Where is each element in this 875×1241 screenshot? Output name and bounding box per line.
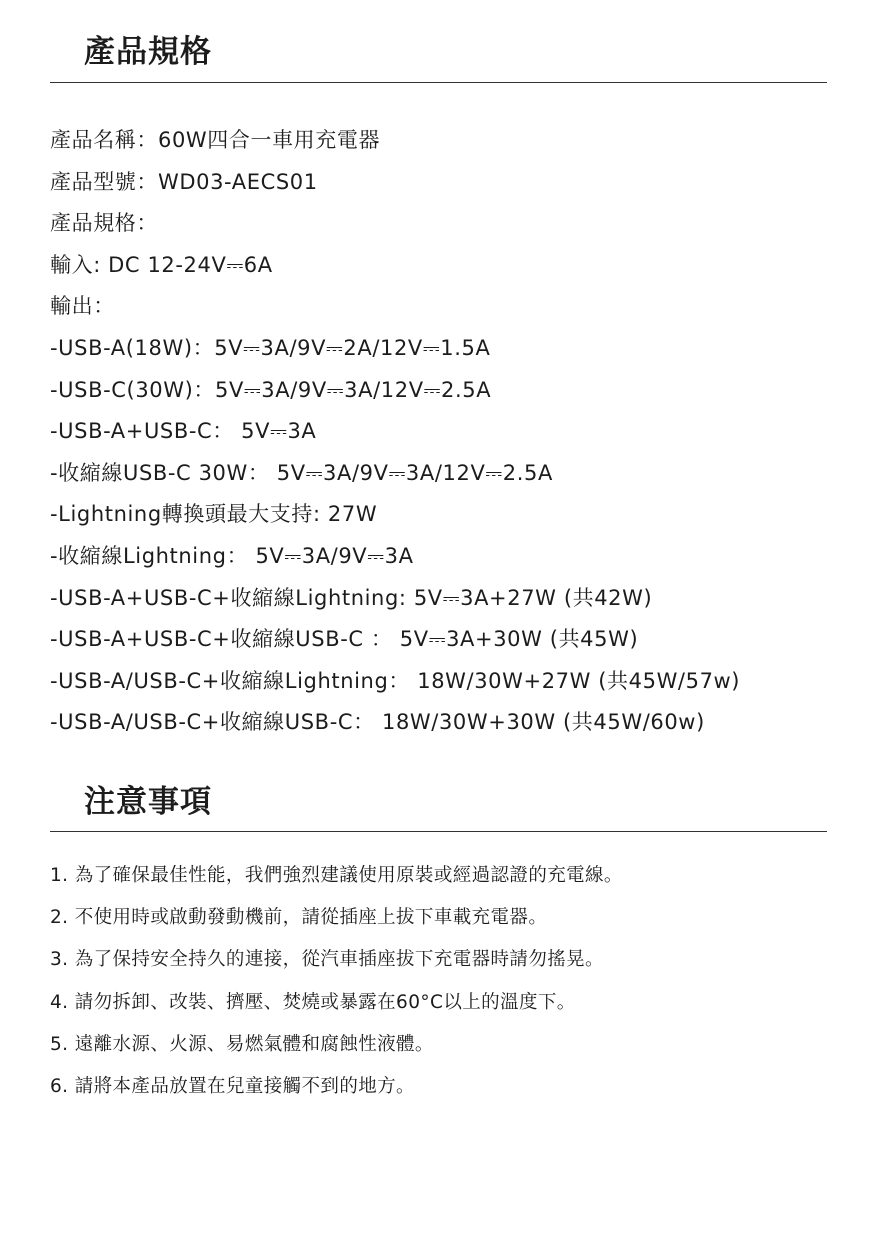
spec-output-cable-usb-c: -收縮線USB-C 30W： 5V⎓3A/9V⎓3A/12V⎓2.5A [50, 460, 553, 485]
notes-list [50, 855, 840, 1108]
spec-output-usb-a-plus-c: -USB-A+USB-C： 5V⎓3A [50, 419, 317, 444]
spec-output-usb-a: -USB-A(18W)：5V⎓3A/9V⎓2A/12V⎓1.5A [50, 335, 491, 360]
spec-output-usb-c: -USB-C(30W)：5V⎓3A/9V⎓3A/12V⎓2.5A [50, 377, 492, 402]
note-item-3: 3. 為了保持安全持久的連接，從汽車插座拔下充電器時請勿搖晃。 [50, 949, 604, 971]
note-item-4: 4. 請勿拆卸、改裝、擠壓、焚燒或暴露在60°C以上的溫度下。 [50, 991, 576, 1013]
spec-output-combo-2: -USB-A+USB-C+收縮線USB-C ： 5V⎓3A+30W (共45W) [50, 627, 639, 652]
spec-input: 輸入: DC 12-24V⎓6A [50, 252, 273, 277]
specs-section-header [50, 0, 827, 83]
specs-list [50, 120, 850, 744]
note-item-2: 2. 不使用時或啟動發動機前，請從插座上拔下車載充電器。 [50, 907, 548, 929]
note-item-6: 6. 請將本產品放置在兒童接觸不到的地方。 [50, 1075, 415, 1097]
spec-output-cable-lightning: -收縮線Lightning： 5V⎓3A/9V⎓3A [50, 543, 414, 568]
spec-output-lightning-adapter: -Lightning轉換頭最大支持: 27W [50, 502, 378, 527]
spec-output-combo-3: -USB-A/USB-C+收縮線Lightning： 18W/30W+27W (共45W/57w) [50, 668, 741, 693]
spec-specs-label: 產品規格： [50, 211, 158, 236]
note-item-1: 1. 為了確保最佳性能，我們強烈建議使用原裝或經過認證的充電線。 [50, 865, 623, 886]
spec-output-combo-4: -USB-A/USB-C+收縮線USB-C： 18W/30W+30W (共45W/60w) [50, 710, 705, 735]
notes-section-header [50, 770, 827, 832]
note-item-5: 5. 遠離水源、火源、易燃氣體和腐蝕性液體。 [50, 1033, 434, 1055]
spec-product-name: 產品名稱：60W四合一車用充電器 [50, 128, 381, 152]
notes-title: 注意事項 [84, 784, 212, 820]
specs-title: 產品規格 [84, 34, 212, 70]
spec-output-label: 輸出： [50, 294, 115, 319]
spec-model-number: 產品型號：WD03-AECS01 [50, 169, 318, 194]
spec-output-combo-1: -USB-A+USB-C+收縮線Lightning: 5V⎓3A+27W (共42W) [50, 585, 653, 610]
